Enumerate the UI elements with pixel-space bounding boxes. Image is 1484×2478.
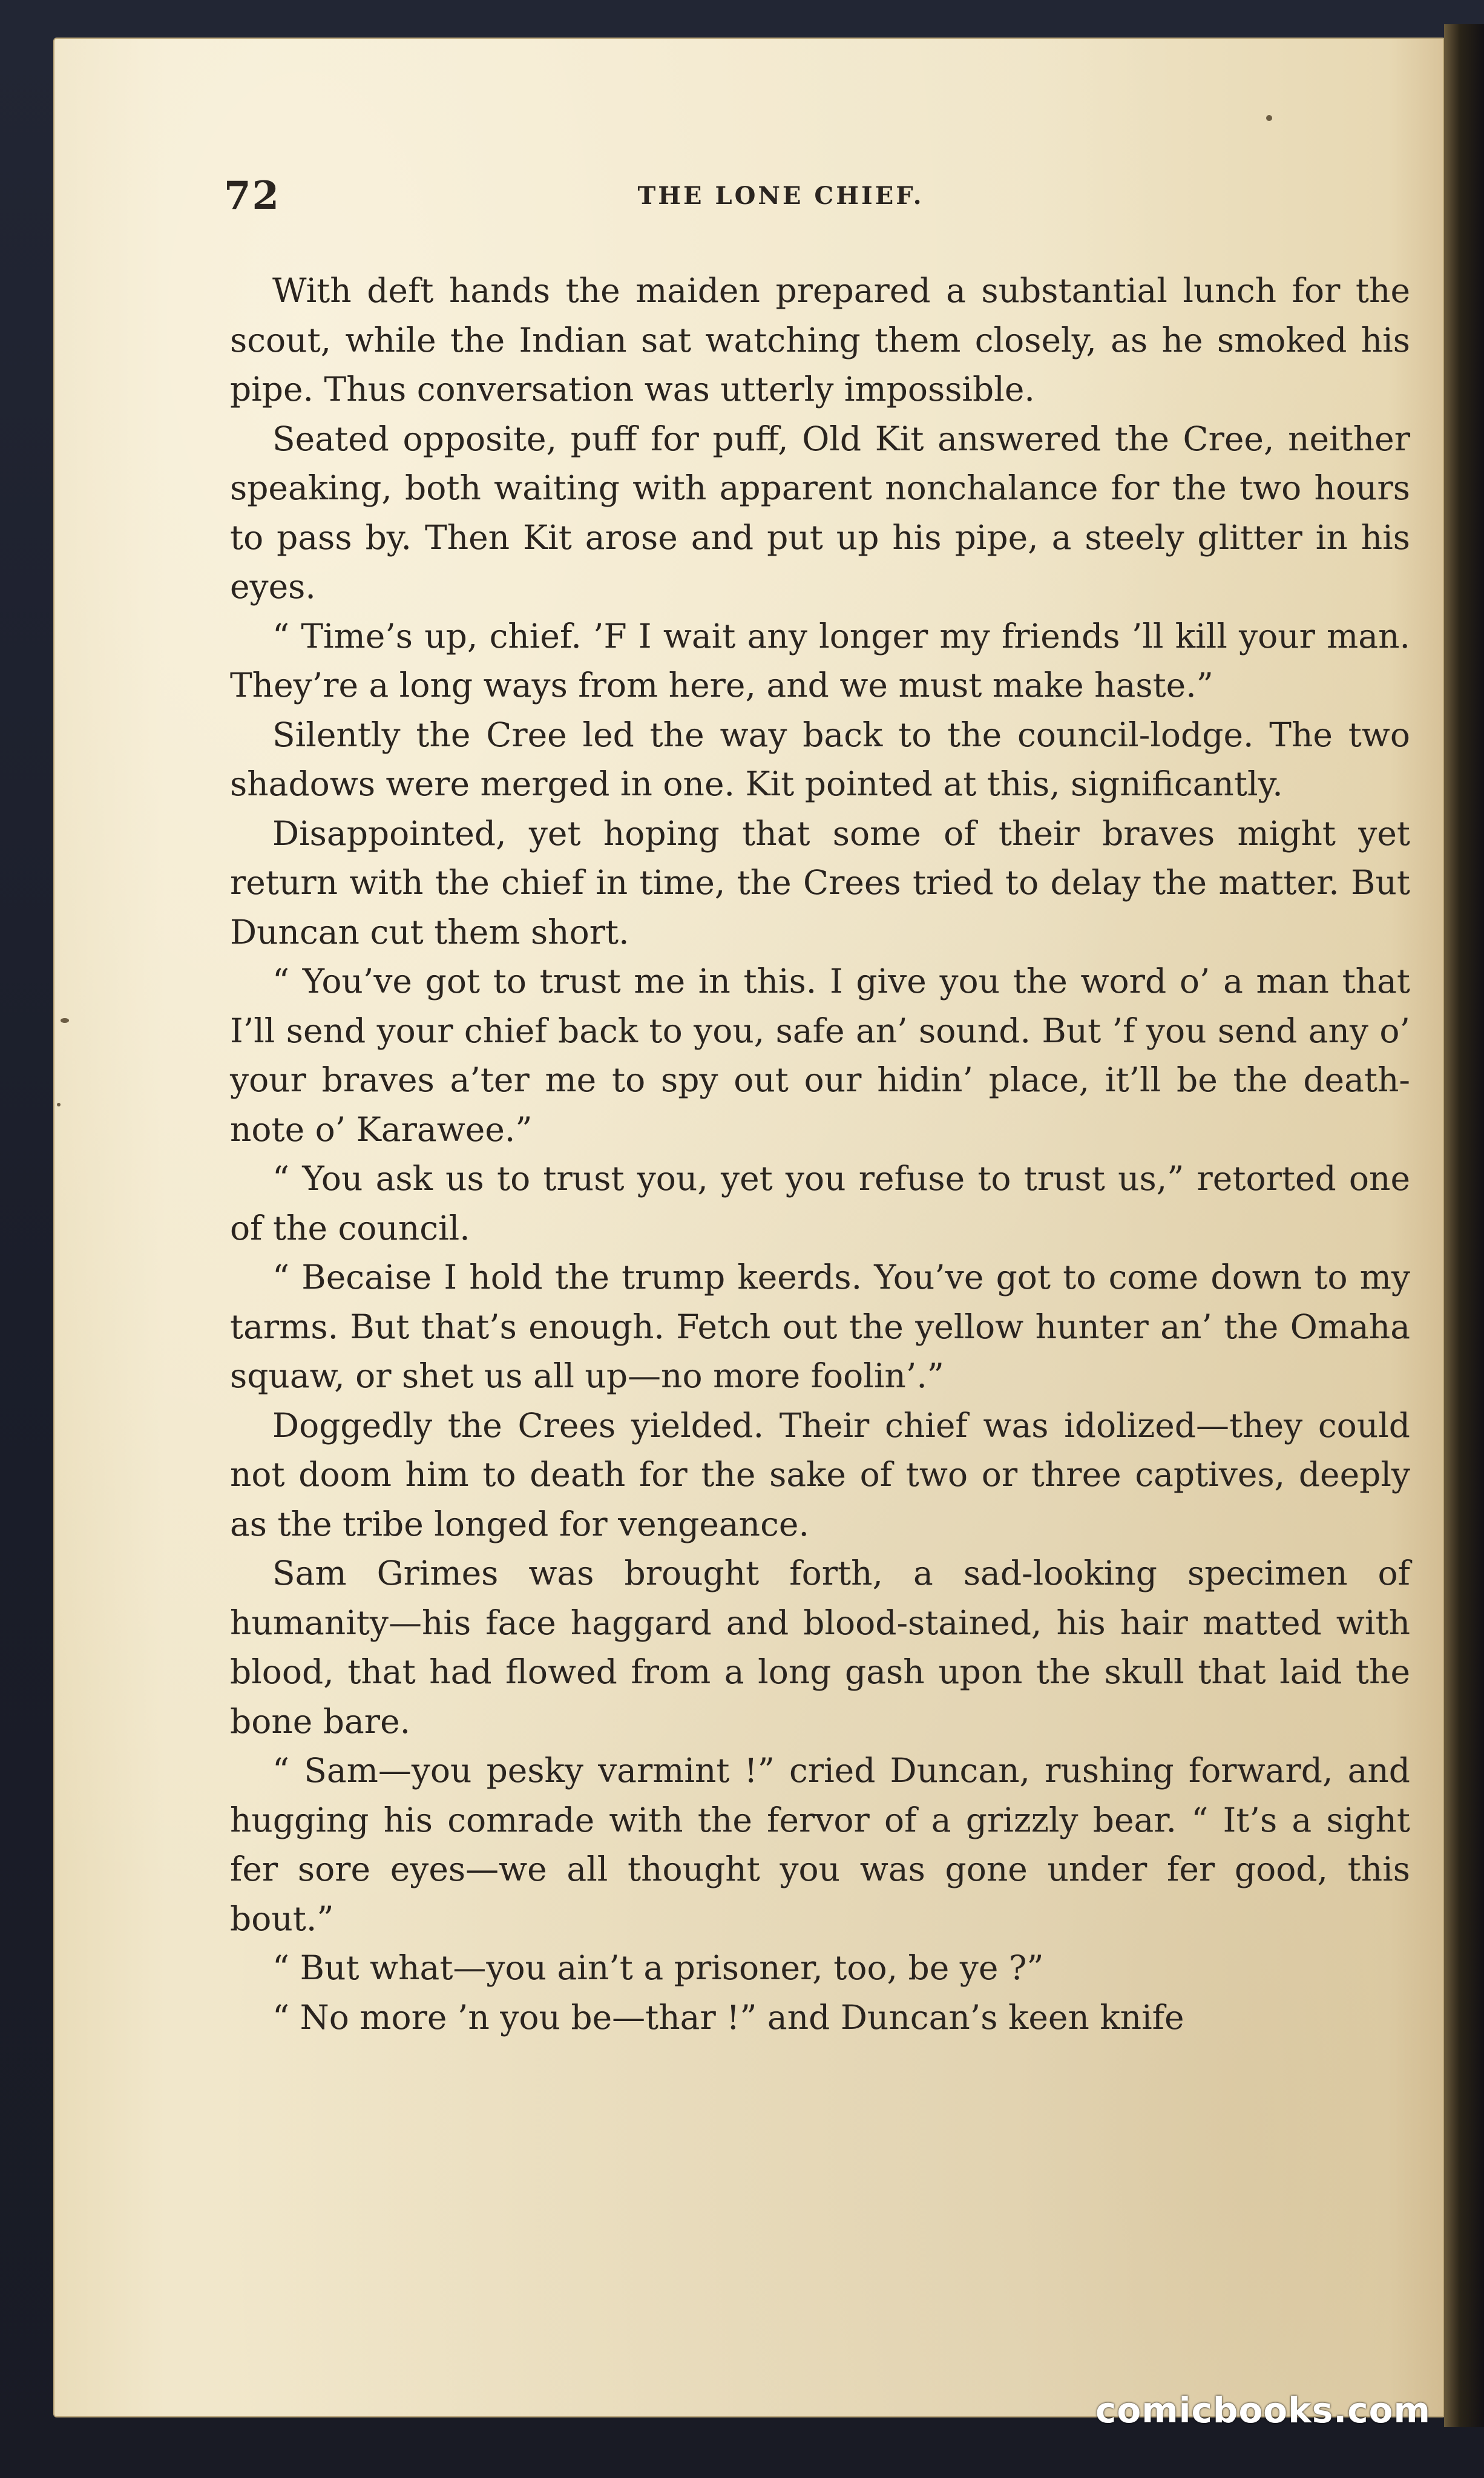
watermark-logo: comicbooks.com — [1095, 2390, 1431, 2431]
paragraph: “ No more ’n you be—thar !” and Duncan’s keen knife — [272, 1997, 1184, 2037]
paragraph: Disappointed, yet hoping that some of their braves might yet return with the chief in time, the Crees tried to delay the matter. But Duncan cut them short. — [230, 813, 1410, 951]
paragraph: Doggedly the Crees yielded. Their chief was idolized—they could not doom him to death for the sake of two or three captives, deeply as the tribe longed for vengeance. — [230, 1405, 1410, 1543]
paragraph: Silently the Cree led the way back to the council-lodge. The two shadows were merged in one. Kit pointed at this, significantly. — [230, 715, 1410, 803]
page-number: 72 — [224, 173, 281, 219]
ink-speck — [1266, 115, 1272, 121]
paragraph: With deft hands the maiden prepared a substantial lunch for the scout, while the Indian sat watching them closely, as he smoked his pipe. Thus conversation was utterly impossible. — [230, 271, 1410, 409]
book-spine-edge — [1444, 24, 1484, 2427]
paragraph: “ You ask us to trust you, yet you refuse to trust us,” retorted one of the council. — [230, 1159, 1410, 1247]
paragraph: “ Time’s up, chief. ’F I wait any longer my friends ’ll kill your man. They’re a long ways from here, and we must make haste.” — [230, 616, 1410, 705]
body-text — [230, 266, 1410, 2042]
ink-speck — [61, 1018, 69, 1023]
paragraph: “ Sam—you pesky varmint !” cried Duncan, rushing forward, and hugging his comrade with the fervor of a grizzly bear. “ It’s a sight fer sore eyes—we all thought you was gone under fer good, this bout.” — [230, 1751, 1410, 1938]
paragraph: “ But what—you ain’t a prisoner, too, be ye ?” — [272, 1948, 1044, 1987]
ink-speck — [57, 1103, 61, 1106]
running-title: THE LONE CHIEF. — [637, 182, 924, 210]
paragraph: “ You’ve got to trust me in this. I give you the word o’ a man that I’ll send your chief back to you, safe an’ sound. But ’f you send any o’ your braves a’ter me to spy out our hidin’ place, it’ll be the death-note o’ Karawee.” — [230, 962, 1410, 1149]
paragraph: Seated opposite, puff for puff, Old Kit answered the Cree, neither speaking, both waiting with apparent nonchalance for the two hours to pass by. Then Kit arose and put up his pipe, a steely glitter in his eyes. — [230, 419, 1410, 606]
paragraph: “ Becaise I hold the trump keerds. You’ve got to come down to my tarms. But that’s enough. Fetch out the yellow hunter an’ the Omaha squaw, or shet us all up—no more foolin’.” — [230, 1258, 1410, 1395]
page-header — [224, 173, 1338, 219]
paragraph: Sam Grimes was brought forth, a sad-looking specimen of humanity—his face haggard and blood-stained, his hair matted with blood, that had flowed from a long gash upon the skull that laid the bone bare. — [230, 1554, 1410, 1741]
